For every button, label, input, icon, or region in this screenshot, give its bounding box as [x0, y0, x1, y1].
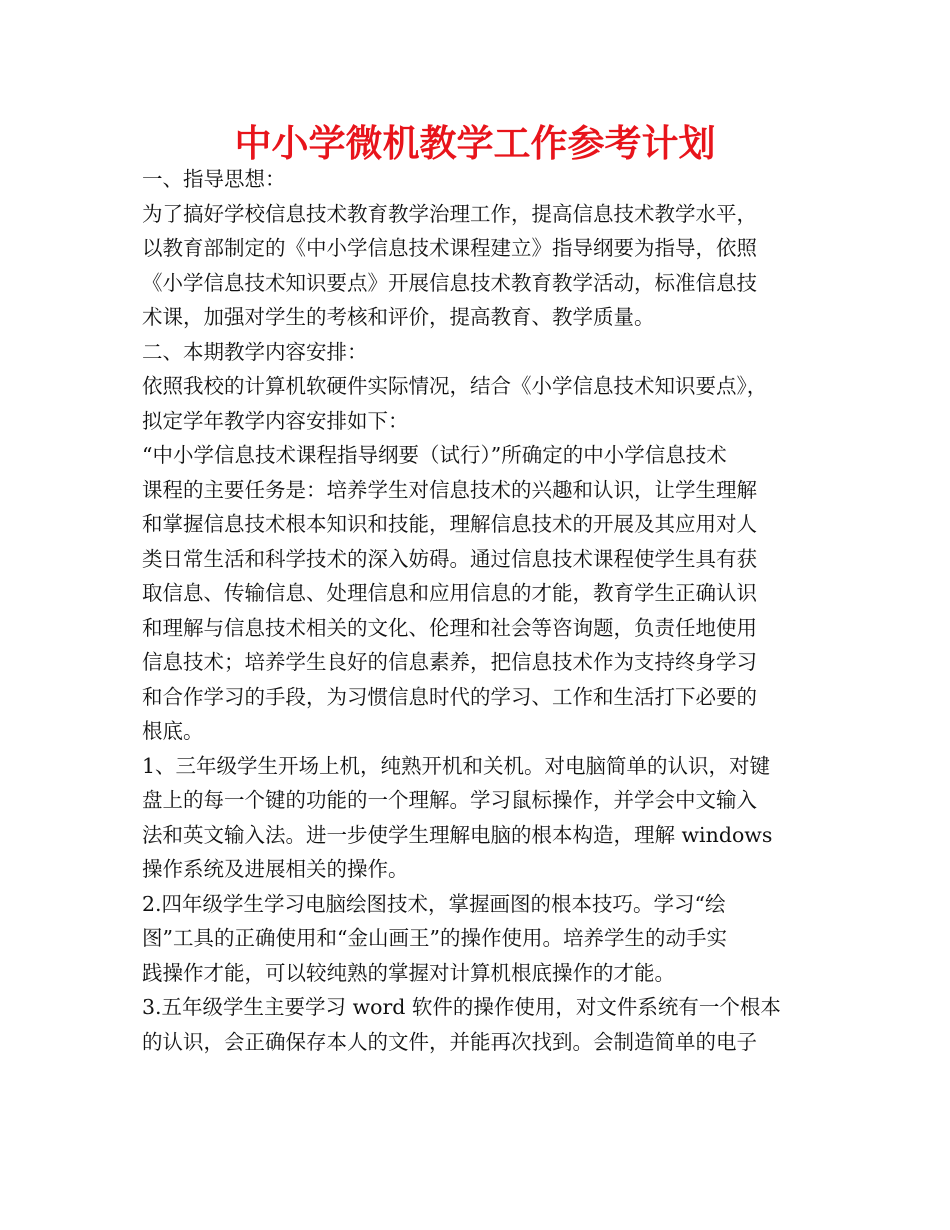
body-line: “中小学信息技术课程指导纲要（试行）”所确定的中小学信息技术 [142, 443, 727, 467]
body-line: 《小学信息技术知识要点》开展信息技术教育教学活动，标准信息技 [142, 270, 757, 295]
body-line: 以教育部制定的《中小学信息技术课程建立》指导纲要为指导，依照 [142, 236, 757, 260]
body-line: 法和英文输入法。进一步使学生理解电脑的根本构造，理解 windows [142, 822, 773, 847]
body-line: 一、指导思想： [142, 167, 286, 191]
body-line: 和掌握信息技术根本知识和技能，理解信息技术的开展及其应用对人 [142, 512, 757, 536]
document-body [142, 162, 822, 1059]
body-line: 操作系统及进展相关的操作。 [142, 857, 409, 881]
body-line: 图”工具的正确使用和“金山画王”的操作使用。培养学生的动手实 [142, 926, 727, 950]
body-line: 类日常生活和科学技术的深入妨碍。通过信息技术课程使学生具有获 [142, 546, 757, 571]
document-title: 中小学微机教学工作参考计划 [234, 122, 716, 165]
body-line: 二、本期教学内容安排： [142, 339, 368, 364]
body-line: 取信息、传输信息、处理信息和应用信息的才能，教育学生正确认识 [142, 581, 757, 605]
body-line: 课程的主要任务是：培养学生对信息技术的兴趣和认识，让学生理解 [142, 477, 757, 502]
body-line: 依照我校的计算机软硬件实际情况，结合《小学信息技术知识要点》， [142, 374, 768, 398]
body-line: 为了搞好学校信息技术教育教学治理工作，提高信息技术教学水平， [142, 201, 757, 226]
body-line: 1、三年级学生开场上机，纯熟开机和关机。对电脑简单的认识，对键 [142, 753, 771, 778]
body-line: 信息技术；培养学生良好的信息素养，把信息技术作为支持终身学习 [142, 650, 757, 674]
body-line: 2.四年级学生学习电脑绘图技术，掌握画图的根本技巧。学习“绘 [142, 891, 726, 916]
body-line: 根底。 [142, 719, 204, 743]
body-line: 3.五年级学生主要学习 word 软件的操作使用，对文件系统有一个根本 [142, 995, 781, 1019]
body-line: 践操作才能，可以较纯熟的掌握对计算机根底操作的才能。 [142, 960, 675, 985]
body-line: 的认识，会正确保存本人的文件，并能再次找到。会制造简单的电子 [142, 1029, 757, 1054]
body-line: 和合作学习的手段，为习惯信息时代的学习、工作和生活打下必要的 [142, 684, 757, 709]
body-line: 和理解与信息技术相关的文化、伦理和社会等咨询题，负责任地使用 [142, 615, 757, 640]
body-line: 术课，加强对学生的考核和评价，提高教育、教学质量。 [142, 305, 655, 329]
body-line: 拟定学年教学内容安排如下： [142, 408, 409, 433]
body-line: 盘上的每一个键的功能的一个理解。学习鼠标操作，并学会中文输入 [142, 788, 757, 812]
